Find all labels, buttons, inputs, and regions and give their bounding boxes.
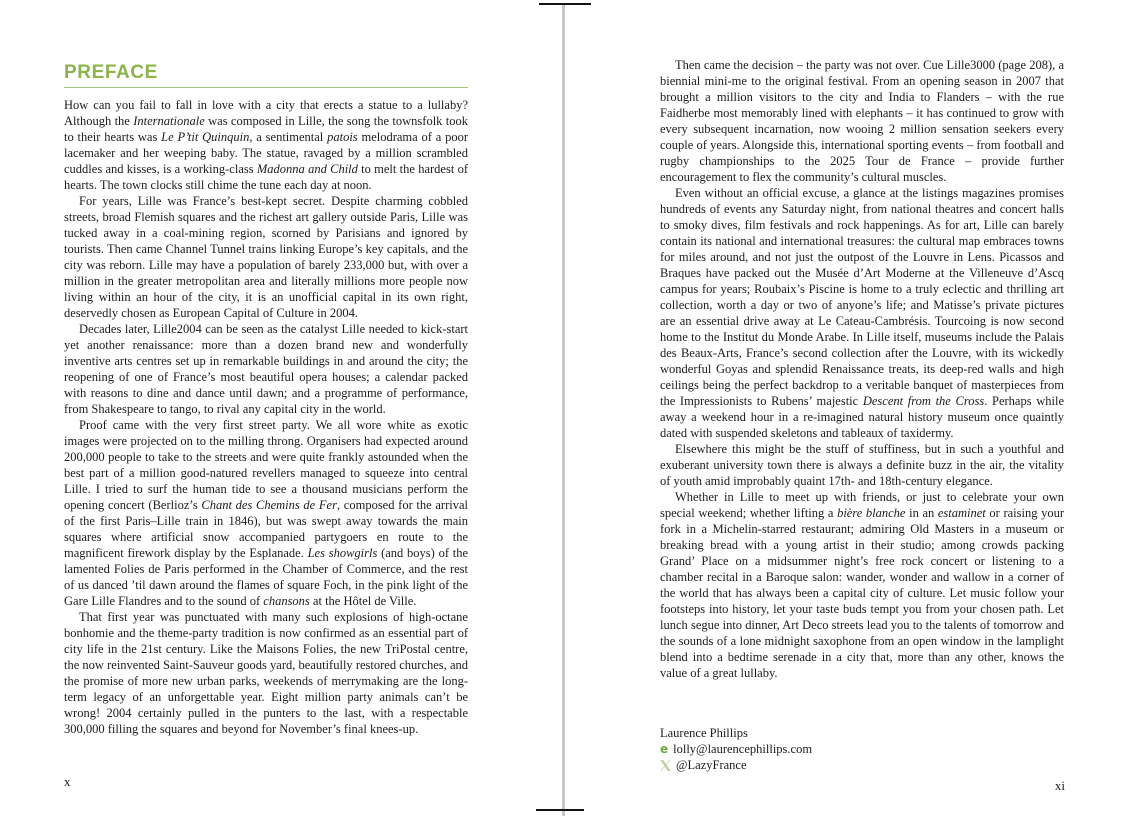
author-name: Laurence Phillips — [660, 726, 748, 740]
gutter-bottom-tick — [536, 809, 584, 811]
heading-rule — [64, 87, 468, 88]
twitter-handle: @LazyFrance — [676, 758, 747, 772]
paragraph: That first year was punctuated with many such explosions of high-octane bonhomie and the theme-party tradition is now confirmed as an essential part of city life in the 21st century. Like the Maisons Folies, the new TriPostal centre, the now reinvented Saint-Sauveur goods yard, beautifully restored churches, and the promise of more new urban parks, weekends of merrymaking are the long-term legacy of an unforgettable year. Eight million party animals can’t be wrong! 2004 certainly pulled in the punters to the last, with a respectable 300,000 filling the squares and beyond for November’s final knees-up. — [64, 610, 468, 736]
right-page — [660, 57, 1064, 773]
paragraph: How can you fail to fall in love with a city that erects a statue to a lullaby? Although the Internationale was composed in Lille, the song the townsfolk took to their hearts was Le P’tit Quinquin, a sentimental patois melodrama of a poor lacemaker and her weeping baby. The statue, ravaged by a million scrambled cuddles and kisses, is a working-class Madonna and Child to melt the hardest of hearts. The town clocks still chime the tune each day at noon. — [64, 98, 469, 192]
gutter-top-tick — [539, 3, 591, 5]
left-page — [64, 62, 468, 737]
page-number-left: x — [64, 774, 71, 789]
paragraph: Proof came with the very first street party. We all wore white as exotic images were projected on to the milling throng. Organisers had expected around 200,000 people to take to the streets and were quite frankly astounded when the best part of a million good-natured revellers managed to squeeze into central Lille. I tried to surf the human tide to see a thousand musicians perform the opening concert (Berlioz’s Chant des Chemins de Fer, composed for the arrival of the first Paris–Lille train in 1846), but was swept away towards the main squares where artificial snow accompanied partygoers en route to the magnificent firework display by the Esplanade. Les showgirls (and boys) of the lamented Folies de Paris performed in the Chamber of Commerce, and the rest of us danced ’til dawn around the flames of square Foch, in the pink light of the Gare Lille Flandres and to the sound of chansons at the Hôtel de Ville. — [64, 418, 469, 608]
paragraph: Elsewhere this might be the stuff of stuffiness, but in such a youthful and exuberant university town there is always a definite buzz in the air, the vitality of youth amid improbably quaint 17th- and 18th-century elegance. — [660, 442, 1064, 488]
twitter-line — [660, 757, 1064, 773]
paragraph: For years, Lille was France’s best-kept secret. Despite charming cobbled streets, broad Flemish squares and the richest art gallery outside Paris, Lille was tucked away in a coal-mining region, scorned by Parisians and ignored by tourists. Then came Channel Tunnel trains linking Europe’s key capitals, and the city was reborn. Lille may have a population of barely 233,000 but, with over a million in the greater metropolitan area and literally millions more people now living within an hour of the city, it is an unofficial capital in its own right, deservedly chosen as European Capital of Culture in 2004. — [64, 194, 468, 320]
x-social-icon — [660, 760, 671, 771]
paragraph: Decades later, Lille2004 can be seen as the catalyst Lille needed to kick-start yet another renaissance: more than a dozen brand new and wonderfully inventive arts centres set up in remarkable buildings in and around the city; the reopening of one of France’s most beautiful opera houses; a calendar packed with reasons to dine and dance until dawn; and a programme of performance, from Shakespeare to tango, to rival any capital city in the world. — [64, 322, 468, 416]
preface-heading: PREFACE — [64, 62, 158, 83]
page-gutter-line — [562, 3, 565, 816]
email-icon: e — [660, 742, 669, 756]
signature-block — [660, 725, 1064, 773]
paragraph: Then came the decision – the party was not over. Cue Lille3000 (page 208), a biennial mini-me to the original festival. From an opening season in 2007 that brought a million visitors to the city and India to Flanders – with the rue Faidherbe most memorably lined with elephants – it has continued to grow with every subsequent incarnation, now wooing 2 million sensation seekers every couple of years. Alongside this, international sporting events – from football and rugby championships to the 2025 Tour de France – provide further encouragement to flex the community’s cultural muscles. — [660, 58, 1064, 184]
paragraph: Even without an official excuse, a glance at the listings magazines promises hundreds of events any Saturday night, from national theatres and concert halls to smoky dives, film festivals and rock happenings. As for art, Lille can barely contain its national and international treasures: the cultural map embraces towns for miles around, and not just the outpost of the Louvre in Lens. Picassos and Braques have packed out the Musée d’Art Moderne at the Villeneuve d’Ascq campus for years; Roubaix’s Piscine is home to a truly eclectic and thrilling art collection, worth a day or two of anyone’s life; and Matisse’s private pictures are an essential drive away at Le Cateau-Cambrésis. Tourcoing is now second home to the Institut du Monde Arabe. In Lille itself, museums include the Palais des Beaux-Arts, France’s second collection after the Louvre, with its wickedly wonderful Goyas and splendid Renaissance treats, its deep-red walls and high ceilings being the perfect backdrop to a veritable banquet of masterpieces from the Impressionists to Rubens’ majestic Descent from the Cross. Perhaps while away a weekend hour in a re-imagined natural history museum once quaintly dated with suspended skeletons and tableaux of taxidermy. — [660, 186, 1064, 440]
page-number-right: xi — [1054, 778, 1065, 793]
left-page-text — [64, 97, 468, 737]
email-address: lolly@laurencephillips.com — [673, 742, 813, 756]
paragraph: Whether in Lille to meet up with friends, or just to celebrate your own special weekend; whether lifting a bière blanche in an estaminet or raising your fork in a Michelin-starred restaurant; admiring Old Masters in a museum or breaking bread with a young artist in their studio; among crowds packing Grand’ Place on a midsummer night’s free rock concert or listening to a chamber recital in a Baroque salon: wander, wonder and wallow in a corner of the world that has always been a capital city of culture. Let music follow your footsteps into history, let your taste buds tempt you from your chosen path. Let lunch segue into dinner, Art Deco streets lead you to the talents of tomorrow and the sounds of a lone midnight saxophone from an open window in the lamplight blend into a bedtime serenade in a city that, more than any other, knows the value of a great lullaby. — [660, 490, 1064, 680]
right-page-text — [660, 57, 1064, 681]
email-line — [660, 741, 1064, 757]
